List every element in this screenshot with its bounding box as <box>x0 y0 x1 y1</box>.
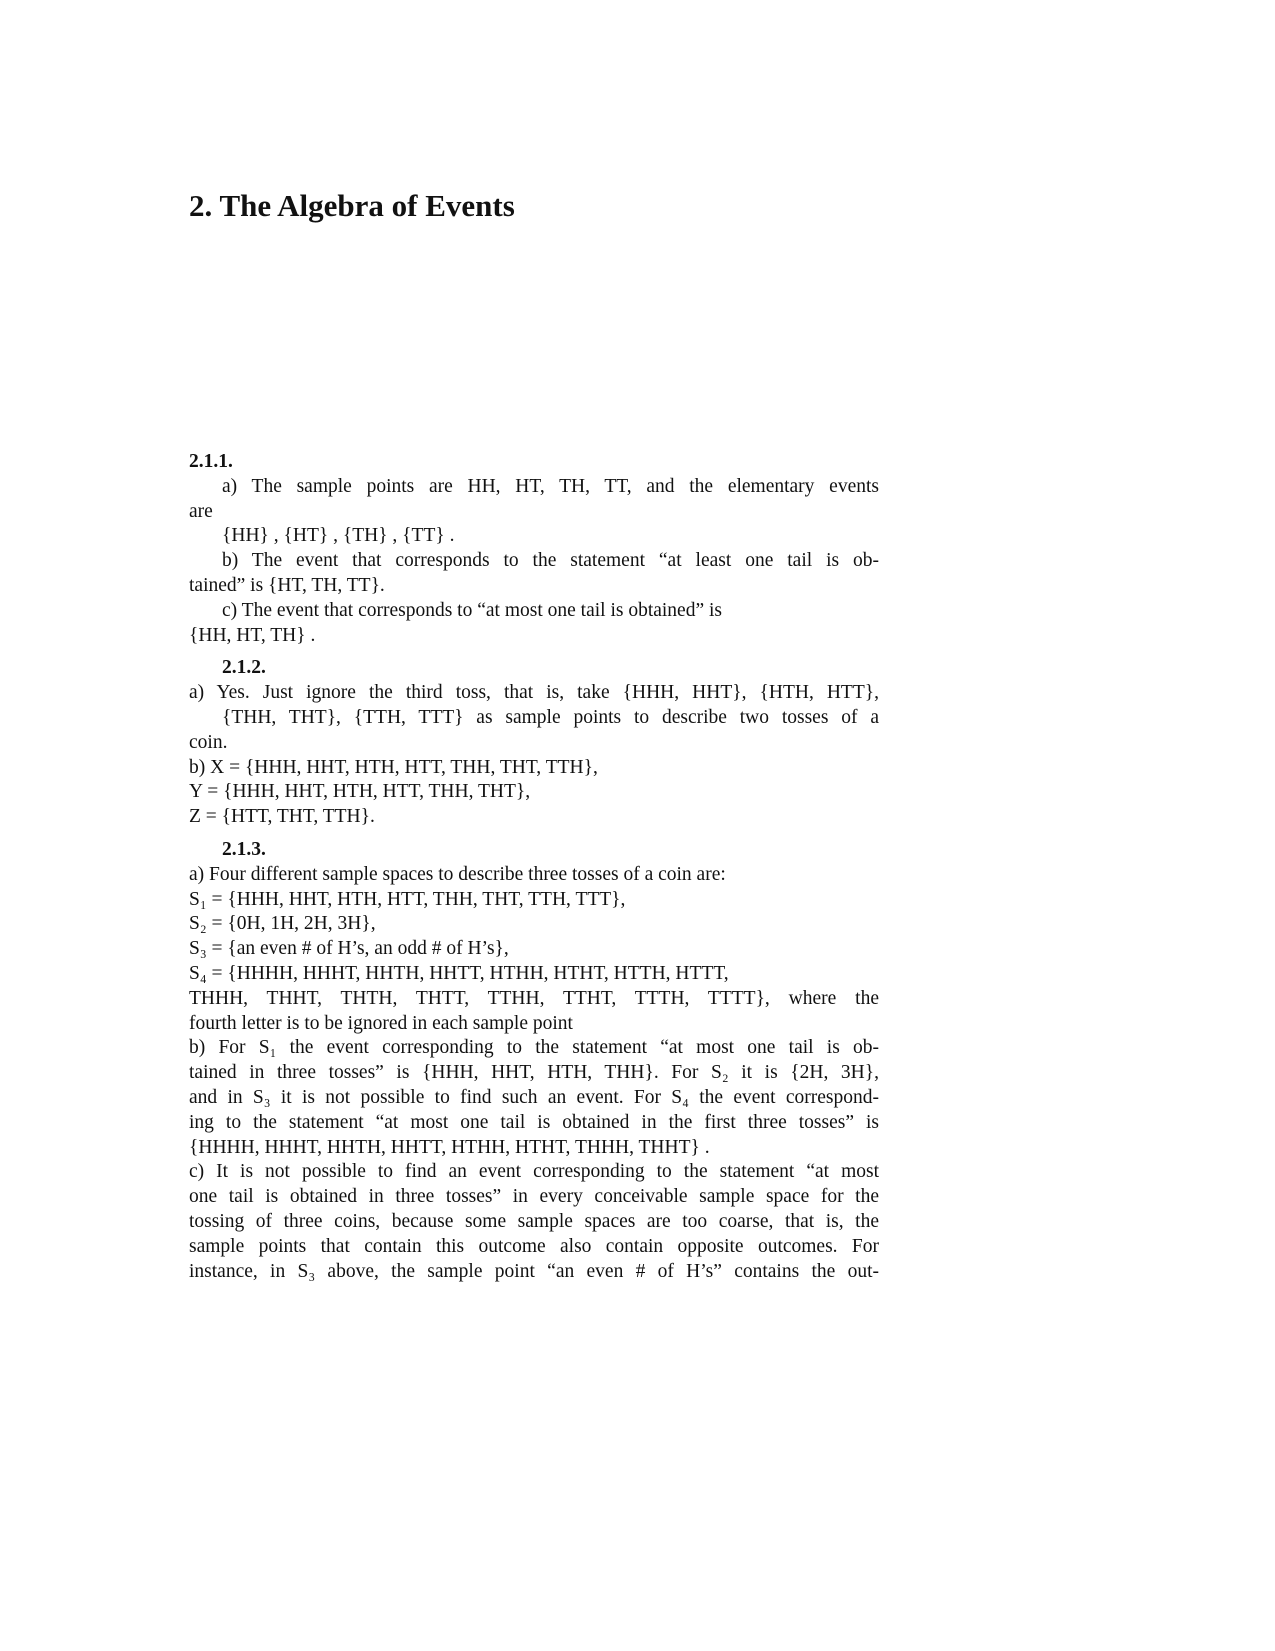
text-line: are <box>189 500 213 522</box>
text-line: c) The event that corresponds to “at most one tail is obtained” is <box>222 599 723 621</box>
text-line: tained in three tosses” is {HHH, HHT, HTH, THH}. For S₂ it is {2H, 3H}, <box>189 1062 879 1084</box>
text-line: sample points that contain this outcome also contain opposite outcomes. For <box>189 1235 879 1257</box>
text-line: Z = {HTT, THT, TTH}. <box>189 806 375 828</box>
text-line: fourth letter is to be ignored in each sample point <box>189 1012 573 1034</box>
text-line: one tail is obtained in three tosses” in every conceivable sample space for the <box>189 1186 879 1208</box>
text-line: {THH, THT}, {TTH, TTT} as sample points to describe two tosses of a <box>222 706 879 728</box>
text-line: {HH} , {HT} , {TH} , {TT} . <box>222 525 455 547</box>
section-heading: 2.1.3. <box>222 838 266 860</box>
text-line: a) Four different sample spaces to describe three tosses of a coin are: <box>189 863 726 885</box>
text-line: S₄ = {HHHH, HHHT, HHTH, HHTT, HTHH, HTHT, HTTH, HTTT, <box>189 962 729 984</box>
text-line: ing to the statement “at most one tail is obtained in the first three tosses” is <box>189 1111 879 1133</box>
text-line: coin. <box>189 731 228 753</box>
text-line: instance, in S₃ above, the sample point “an even # of H’s” contains the out- <box>189 1260 879 1282</box>
chapter-title: 2. The Algebra of Events <box>189 188 515 223</box>
text-line: a) Yes. Just ignore the third toss, that is, take {HHH, HHT}, {HTH, HTT}, <box>189 682 879 704</box>
text-line: a) The sample points are HH, HT, TH, TT, and the elementary events <box>222 475 879 497</box>
section-2-1-1 <box>189 450 879 648</box>
section-2-1-2 <box>189 656 879 830</box>
text-line: and in S₃ it is not possible to find such an event. For S₄ the event correspond- <box>189 1086 879 1108</box>
text-line: {HHHH, HHHT, HHTH, HHTT, HTHH, HTHT, THHH, THHT} . <box>189 1136 710 1158</box>
text-line: c) It is not possible to find an event corresponding to the statement “at most <box>189 1161 879 1183</box>
text-line: S₃ = {an even # of H’s, an odd # of H’s}, <box>189 938 509 960</box>
text-line: b) For S₁ the event corresponding to the statement “at most one tail is ob- <box>189 1037 879 1059</box>
text-line: {HH, HT, TH} . <box>189 624 316 646</box>
text-line: S₂ = {0H, 1H, 2H, 3H}, <box>189 913 376 935</box>
section-heading: 2.1.2. <box>222 657 266 679</box>
text-line: THHH, THHT, THTH, THTT, TTHH, TTHT, TTTH, TTTT}, where the <box>189 987 879 1009</box>
solutions-text <box>189 450 879 1284</box>
text-line: tained” is {HT, TH, TT}. <box>189 574 385 596</box>
text-line: tossing of three coins, because some sample spaces are too coarse, that is, the <box>189 1210 879 1232</box>
text-line: b) The event that corresponds to the statement “at least one tail is ob- <box>222 550 879 572</box>
section-2-1-3 <box>189 838 879 1284</box>
text-line: b) X = {HHH, HHT, HTH, HTT, THH, THT, TTH}, <box>189 756 598 778</box>
section-heading: 2.1.1. <box>189 451 233 472</box>
text-line: Y = {HHH, HHT, HTH, HTT, THH, THT}, <box>189 781 531 803</box>
text-line: S₁ = {HHH, HHT, HTH, HTT, THH, THT, TTH, TTT}, <box>189 888 626 910</box>
